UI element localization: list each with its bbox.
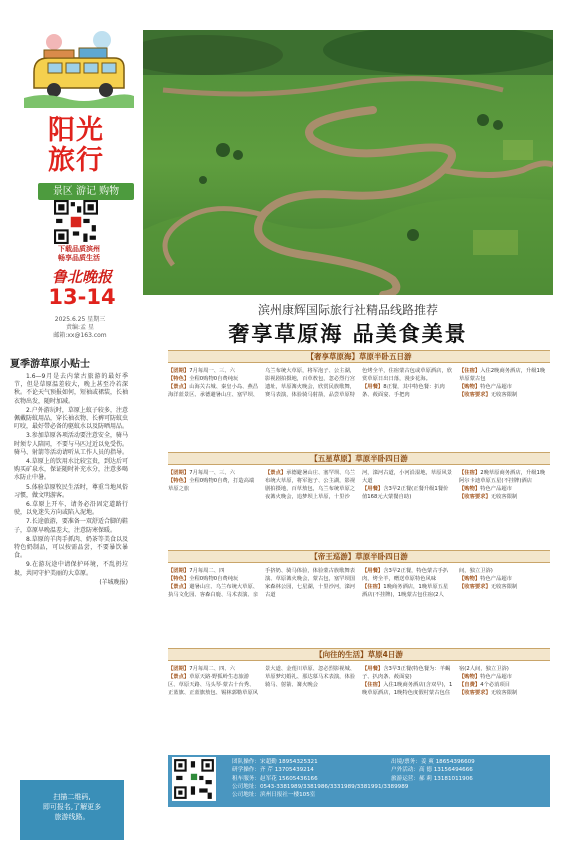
left-column bbox=[10, 28, 138, 828]
tips-title: 夏季游草原小贴士 bbox=[10, 359, 90, 370]
route-heading: 【向往的生活】草原4日游 bbox=[168, 648, 550, 661]
contact-list-left: 团队操作：宋超勤 18954325321 研学操作：齐 芹 13705439214 租车服务：赵军花 15605436166 bbox=[232, 759, 318, 782]
tip-paragraph: 9.在游玩途中请保护环境，不乱扔垃圾，共同守护美丽的大草原。 bbox=[14, 561, 128, 577]
route-details: 【团期】7月每周二、四、六 【景点】草原天路·野狐岭生态旅游区、草原天路、马头琴·蒙古十台秀、正蓝旗、正蓝旗敖包、锡林郭勒草原风景大道、金莲川草原、忽必烈影视城、草原梦幻婚礼、那达慕马术表演，体验骑马、射箭、篝火晚会 【用餐】含3早3正餐(特色餐为：羊蝎子、扒肉条、莜面宴) 【住宿】入住1晚商务酒店(含双早)，1晚草原酒店，1晚特色度假村蒙古包住宿(2人间，独立卫浴) 【购物】特色产品超市 【自费】4个必消项目 【收客要求】无收客限制 bbox=[168, 666, 518, 696]
page-numbers: 13-14 bbox=[48, 285, 116, 309]
issue-date: 2025.6.25 星期三 bbox=[54, 316, 106, 323]
issue-editors: 责编:孟 星 bbox=[66, 324, 94, 331]
tip-paragraph: 1.6—9月是去内蒙古旅游的最好季节，但是草原温差较大，晚上甚至冷若深秋。不论天气预报如何，短袖或裙装，长袖衣物出发，随时加减。 bbox=[14, 373, 129, 405]
contact-box: 团队操作：宋超勤 18954325321 研学操作：齐 芹 13705439214 租车服务：赵军花 15605436166 出境/票务：姜 爽 18654396609 户外活动：高 德 13156494666 旅游运营：郝 莉 13181011906 公司地址：0543-3381989/3381986/3331989/3381991/3389989 公司地址：滨州日报社一楼105室 bbox=[168, 755, 550, 807]
route-details: 【团期】7月每周一、三、六 【特色】全程0购物0自费纯玩 【景点】山海关古城、秦皇小岛、燕昌海洋蓝景区、承德避暑山庄、塞罕坝、乌兰布统大草原，将军泡子、公主湖，影视剧拍摄地，百草敖包，忽必烈行宫遗址，草原篝火晚会，欣赏民族歌舞，赛马表演，体验骑马射箭，品尝草原特色烤全羊，住宿蒙古包或草原酒店，欣赏草原日出日落，漫步花海。 【用餐】8正餐，其中特色餐：扒肉条、莜面宴、手把肉 【住宿】入住2晚商务酒店，升级1晚草原蒙古包 【购物】特色产品超市 【收客要求】无收客限制 bbox=[168, 368, 546, 398]
qr-caption: 下载品质滨州 畅享品质生活 bbox=[58, 245, 100, 262]
tip-paragraph: 2.户外游玩时，草原上蚊子较多，注意佩戴防蚊用品，穿长袖衣物、长裤可防蚊虫叮咬，最好带必备的驱蚊水以及防晒用品。 bbox=[14, 406, 129, 431]
hero-subtitle: 滨州康辉国际旅行社精品线路推荐 bbox=[257, 303, 438, 317]
column-brand-subtitle: 景区 游记 购物 bbox=[38, 183, 134, 200]
issue-meta bbox=[30, 316, 130, 340]
issue-email: 邮箱:xx@163.com bbox=[53, 332, 107, 339]
column-brand-title: 阳光旅行 bbox=[48, 115, 104, 176]
tip-paragraph: 4.草原上的饮用水比较宝贵，到达后可购买矿泉水，保证随时补充水分，注意多喝水防止中暑。 bbox=[14, 458, 129, 482]
tip-paragraph: 7.长途旅游，要准备一双舒适合脚的鞋子，草原早晚温差大，注意防寒保暖。 bbox=[14, 518, 128, 534]
hero-title: 奢享草原海 品美食美景 bbox=[228, 321, 468, 346]
tip-paragraph: 3.参加草原各项活动要注意安全，骑马时须专人陪同，不要与马匹过近以免受伤。骑马、射箭等活动请听从工作人员的指导。 bbox=[14, 432, 129, 456]
route-block-2 bbox=[168, 452, 550, 543]
travel-bus-illustration bbox=[24, 28, 134, 108]
app-qr-code-icon[interactable] bbox=[54, 200, 98, 244]
route-details: 【团期】7月每周一、三、六 【特色】全程0购物0自费，打造高端草原之旅 【景点】承德避暑山庄、塞罕坝、乌兰布统大草原，将军泡子、公主湖，影视剧拍摄地，百草敖包，乌兰布统草原之夜篝火晚会，追梦坝上草原，十里沙河，滦河古道，小河沿湿地，草原风景大道 【用餐】含3早2正餐(正餐升级1餐价值168元大蒙餐自助) 【住宿】2晚草原商务酒店，升级1晚阿尔卡迪草原五星(不挂牌)酒店 【购物】特色产品超市 【收客要求】无收客限制 bbox=[168, 470, 546, 500]
newspaper-logo: 鲁北晚报 bbox=[51, 268, 112, 286]
tip-paragraph: 6.草原上开车，请务必沿固定道路行驶，以免迷失方向或陷入泥地。 bbox=[14, 501, 128, 517]
route-block-3 bbox=[168, 550, 550, 643]
route-details: 【团期】7月每周二、四 【特色】全程0购物0自费纯玩 【景点】避暑山庄、乌兰布统大草原、执马文化园、客森白鹿、马术表演、亲手挤奶、骑马体验，体验蒙古族歌舞表演、草原篝火晚会，蒙古包，塞罕坝国家森林公园，七星湖，十里沙河，滦河古道 【用餐】含3早2正餐，特色蒙古手扒肉，烤全羊，赠送草原特色风味 【住宿】1晚商务酒店，1晚草原五星酒店(不挂牌)，1晚蒙古包住宿(2人间，独立卫浴) 【购物】特色产品超市 【收客要求】无收客限制 bbox=[168, 568, 518, 598]
tips-body bbox=[14, 373, 128, 588]
route-block-4 bbox=[168, 648, 550, 749]
tip-paragraph: 8.草原的羊肉手抓肉、奶茶等美食以及特色奶制品，可以按需品尝，不要暴饮暴食。 bbox=[14, 535, 128, 560]
contact-list-right: 出境/票务：姜 爽 18654396609 户外活动：高 德 13156494666 旅游运营：郝 莉 13181011906 bbox=[391, 759, 475, 782]
route-heading: 【帝王巡游】草原半卧四日游 bbox=[168, 550, 550, 563]
contact-qr-code-icon[interactable] bbox=[172, 757, 216, 801]
tip-paragraph: 5.体验草原牧民生活时，尊重当地风俗习惯，做文明游客。 bbox=[14, 483, 128, 499]
grassland-river-photo bbox=[143, 30, 553, 295]
route-heading: 【五星草原】草原半卧四日游 bbox=[168, 452, 550, 465]
scan-box[interactable]: 扫描二维码, 即可报名,了解更多 旅游线路。 bbox=[20, 780, 124, 840]
route-heading: 【奢享草原海】草原半卧五日游 bbox=[168, 350, 550, 363]
route-block-1 bbox=[168, 350, 550, 455]
tips-source: (羊城晚报) bbox=[99, 578, 128, 586]
